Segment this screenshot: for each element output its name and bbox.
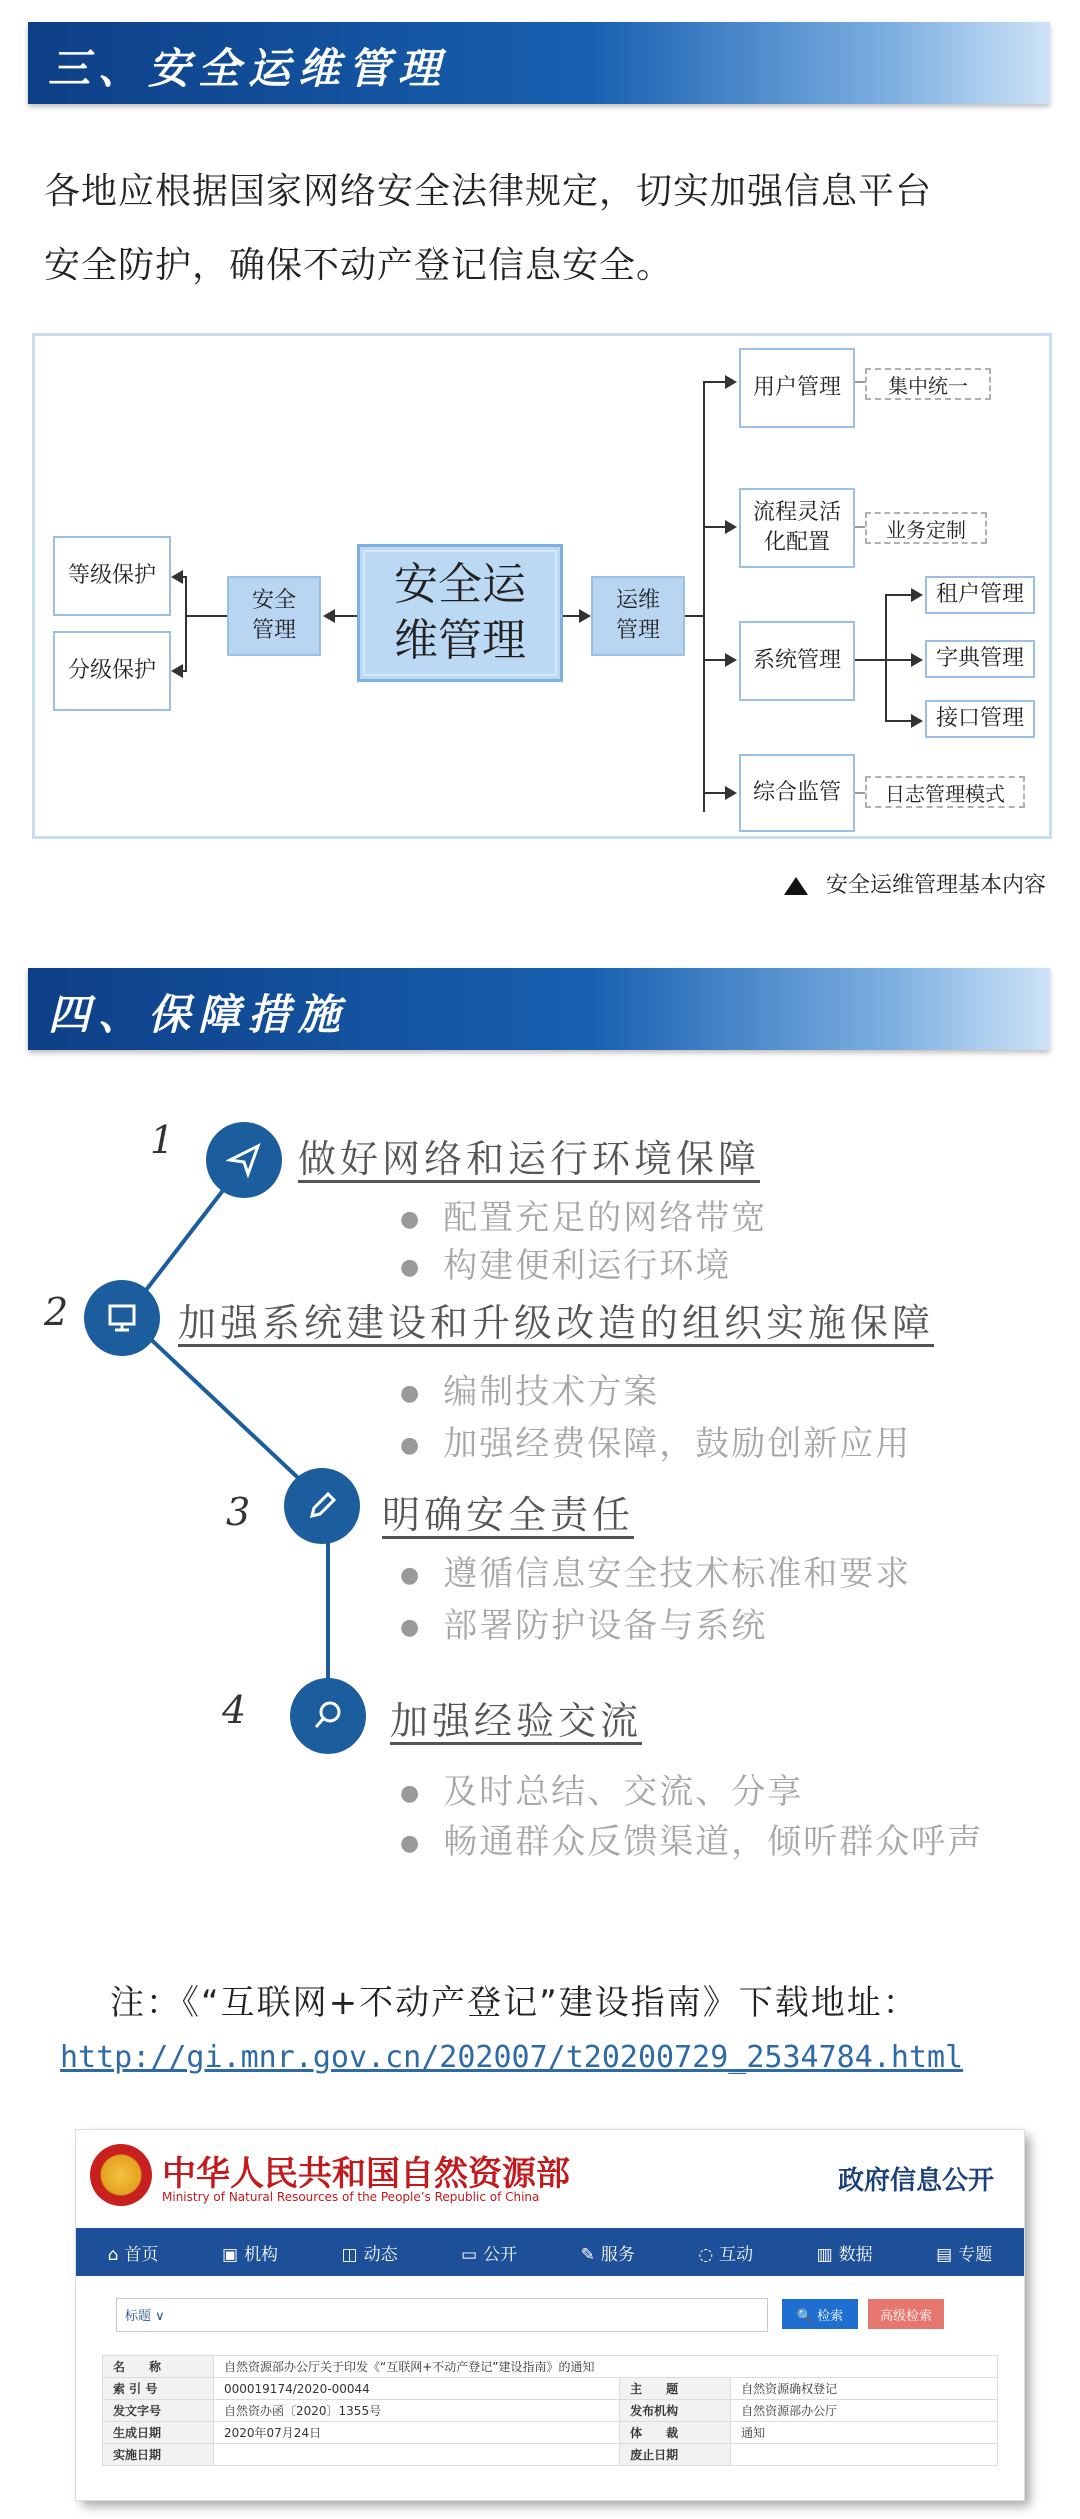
nav-service[interactable]: ✎ 服务 [580,2244,635,2265]
tenant-management-box: 租户管理 [925,576,1035,614]
measure-1-bullet: ● 配置充足的网络带宽 [400,1190,767,1239]
nav-data[interactable]: ▥ 数据 [816,2244,873,2265]
measure-3-bullet: ● 部署防护设备与系统 [400,1598,767,1647]
measure-4-title: 加强经验交流 [390,1699,643,1743]
paragraph-line-2: 安全防护，确保不动产登记信息安全。 [44,245,674,286]
measure-3-bullet: ● 遵循信息安全技术标准和要求 [400,1546,911,1595]
advanced-search-button[interactable]: 高级检索 [868,2299,944,2329]
meta-value [731,2444,998,2466]
nav-public[interactable]: ▭ 公开 [461,2244,518,2265]
topic-icon: ▤ [936,2244,953,2265]
system-management-box: 系统管理 [739,621,855,701]
paragraph-line-1: 各地应根据国家网络安全法律规定，切实加强信息平台 [44,171,933,212]
paper-plane-icon [206,1122,282,1198]
user-management-box: 用户管理 [739,348,855,428]
meta-key: 索 引 号 [103,2378,214,2400]
level-protection-box: 分级保护 [53,631,171,711]
meta-key: 体 裁 [620,2422,731,2444]
measure-4-bullet: ● 畅通群众反馈渠道，倾听群众呼声 [400,1814,983,1863]
measure-2-title: 加强系统建设和升级改造的组织实施保障 [178,1301,935,1345]
measure-2-number: 2 [44,1290,69,1334]
meta-key: 发文字号 [103,2400,214,2422]
interact-icon: ◌ [698,2244,714,2265]
meta-key: 废止日期 [620,2444,731,2466]
site-title: 中华人民共和国自然资源部 [162,2154,570,2194]
search-field-select[interactable]: 标题 ∨ [125,2309,165,2324]
meta-value: 自然资源确权登记 [731,2378,998,2400]
measure-1-title: 做好网络和运行环境保障 [298,1137,761,1181]
meta-value: 自然资办函〔2020〕1355号 [214,2400,620,2422]
table-row [103,2378,998,2400]
diagram-caption: 安全运维管理基本内容 [784,868,1046,899]
measure-3-number: 3 [226,1490,251,1534]
news-icon: ◫ [341,2244,358,2265]
log-mode-tag: 日志管理模式 [865,776,1025,808]
meta-value: 自然资源部办公厅 [731,2400,998,2422]
nav-news[interactable]: ◫ 动态 [341,2244,398,2265]
nav-home[interactable]: ⌂ 首页 [107,2244,159,2265]
download-link[interactable]: http://gi.mnr.gov.cn/202007/t20200729_2534784.html [60,2040,964,2075]
measure-2-bullet: ● 加强经费保障，鼓励创新应用 [400,1416,911,1465]
site-subtitle: Ministry of Natural Resources of the People’s Republic of China [162,2190,540,2204]
search-button[interactable]: 🔍 检索 [782,2299,858,2329]
table-row [103,2356,998,2378]
mnr-website-screenshot [76,2130,1024,2500]
meta-value: 自然资源部办公厅关于印发《“互联网+不动产登记”建设指南》的通知 [214,2356,998,2378]
site-navbar [76,2228,1024,2276]
search-row [116,2298,984,2332]
search-input[interactable] [116,2298,768,2332]
national-emblem-icon [90,2144,152,2206]
operations-management-box: 运维 管理 [591,576,685,656]
unified-tag: 集中统一 [865,368,991,400]
meta-key: 实施日期 [103,2444,214,2466]
interface-management-box: 接口管理 [925,700,1035,738]
meta-key: 主 题 [620,2378,731,2400]
measure-4-number: 4 [222,1688,247,1732]
comprehensive-supervision-box: 综合监管 [739,754,855,832]
download-note: 注：《“互联网+不动产登记”建设指南》下载地址： [110,1983,919,2023]
table-row [103,2444,998,2466]
nav-topic[interactable]: ▤ 专题 [936,2244,993,2265]
public-icon: ▭ [461,2244,478,2265]
flexible-workflow-box: 流程灵活 化配置 [739,488,855,568]
meta-value: 000019174/2020-00044 [214,2378,620,2400]
dictionary-management-box: 字典管理 [925,640,1035,678]
measure-1-bullet: ● 构建便利运行环境 [400,1238,731,1287]
org-icon: ▣ [222,2244,239,2265]
grade-protection-box: 等级保护 [53,536,171,616]
meta-key: 发布机构 [620,2400,731,2422]
gov-info-open-link[interactable]: 政府信息公开 [837,2166,994,2196]
measure-3-title: 明确安全责任 [382,1493,635,1537]
meta-key: 生成日期 [103,2422,214,2444]
measure-4-bullet: ● 及时总结、交流、分享 [400,1764,803,1813]
measure-1-number: 1 [150,1118,175,1162]
section3-title: 三、安全运维管理 [48,44,449,93]
measure-2-bullet: ● 编制技术方案 [400,1364,659,1413]
security-management-box: 安全 管理 [227,576,321,656]
nav-interact[interactable]: ◌ 互动 [698,2244,754,2265]
nav-org[interactable]: ▣ 机构 [222,2244,279,2265]
ops-management-center-box: 安全运 维管理 [357,544,563,682]
home-icon: ⌂ [107,2244,119,2265]
table-row [103,2422,998,2444]
business-custom-tag: 业务定制 [865,512,987,544]
meta-key: 名 称 [103,2356,214,2378]
monitor-icon [84,1280,160,1356]
meta-value [214,2444,620,2466]
pen-icon [284,1468,360,1544]
document-meta-table [102,2355,998,2466]
search-icon [290,1678,366,1754]
meta-value: 2020年07月24日 [214,2422,620,2444]
meta-value: 通知 [731,2422,998,2444]
section4-title: 四、保障措施 [48,990,349,1039]
service-icon: ✎ [580,2244,595,2265]
table-row [103,2400,998,2422]
chart-icon: ▥ [816,2244,833,2265]
